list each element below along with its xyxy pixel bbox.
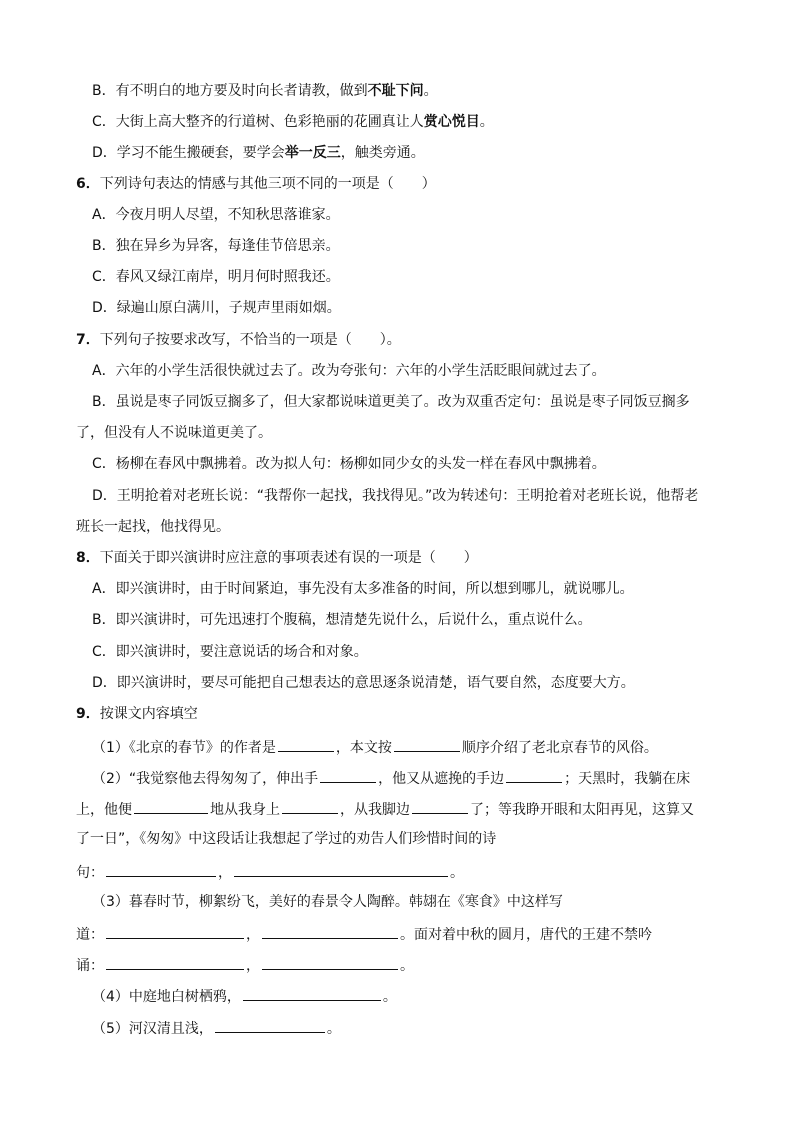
q9-sub2-blank-poem-2[interactable] [234,861,448,877]
q9-sub2-text-i: 句： [76,865,104,881]
q5-option-d-end: ，触类旁通。 [340,145,425,161]
q7-number: 7． [76,332,100,348]
q9-sub5-text-a: （5）河汉清且浅， [92,1021,213,1037]
q9-sub3-blank-2[interactable] [262,923,398,939]
q9-sub3-line3 [76,954,414,974]
q9-sub2-text-a: （2）“我觉察他去得匆匆了，伸出手 [92,771,319,787]
q9-sub3-blank-4[interactable] [262,954,398,970]
q5-option-b-end: 。 [423,83,438,99]
q9-sub4 [92,985,397,1005]
q9-sub2-text-k: 。 [450,865,464,881]
q9-sub2-line1 [92,767,690,787]
q9-sub1-blank-order[interactable] [394,736,460,752]
q9-sub2-blank-poem-1[interactable] [106,861,216,877]
q7-stem [76,330,401,350]
q9-sub2-text-j: ， [218,865,232,881]
q9-sub3-text-b: 道： [76,927,104,943]
q9-stem [76,704,198,724]
q8-option-a: A．即兴演讲时，由于时间紧迫，事先没有太多准备的时间，所以想到哪儿，就说哪儿。 [92,581,634,597]
q7-option-d-line2: 班长一起找，他找得见。 [76,519,230,535]
q7-option-b-line2: 了，但没有人不说味道更美了。 [76,425,272,441]
q9-sub2-text-b: ，他又从遮挽的手边 [378,771,505,787]
q7-option-c: C．杨柳在春风中飘拂着。改为拟人句：杨柳如同少女的头发一样在春风中飘拂着。 [92,456,606,472]
q9-sub1-blank-author[interactable] [278,736,334,752]
q9-sub5-blank[interactable] [215,1017,325,1033]
q6-option-c: C．春风又绿江南岸，明月何时照我还。 [92,269,340,285]
q9-sub2-blank-4[interactable] [282,798,338,814]
q5-option-d-text: D．学习不能生搬硬套，要学会 [92,145,285,161]
q8-stem-text: 下面关于即兴演讲时应注意的事项表述有误的一项是（ ） [99,550,478,566]
q9-number: 9． [76,706,100,722]
q7-option-a: A．六年的小学生活很快就过去了。改为夸张句：六年的小学生活眨眼间就过去了。 [92,363,606,379]
q7-option-b-line1: B．虽说是枣子同饭豆搁多了，但大家都说味道更美了。改为双重否定句：虽说是枣子同饭豆搁多 [92,394,690,410]
q5-option-b-bold: 不耻下问 [367,83,424,99]
q9-stem-text: 按课文内容填空 [99,706,198,722]
q9-sub1-text-a: （1）《北京的春节》的作者是 [92,740,276,756]
q9-sub3-line2 [76,923,652,943]
q9-sub2-blank-3[interactable] [134,798,208,814]
q9-sub2-line2 [76,798,694,818]
q6-option-a: A．今夜月明人尽望，不知秋思落谁家。 [92,207,340,223]
q8-option-c: C．即兴演讲时，要注意说话的场合和对象。 [92,644,368,660]
q7-stem-text: 下列句子按要求改写，不恰当的一项是（ ）。 [99,332,401,348]
q5-option-c [92,112,494,132]
q9-sub2-line3: 了一日”，《匆匆》中这段话让我想起了学过的劝告人们珍惜时间的诗 [76,831,497,847]
q9-sub2-line4 [76,861,464,881]
q9-sub3-text-e: 诵： [76,958,104,974]
q9-sub1-text-b: ，本文按 [335,740,392,756]
q5-option-b-text: B．有不明白的地方要及时向长者请教，做到 [92,83,368,99]
q9-sub2-text-g: 了；等我睁开眼和太阳再见，这算又 [470,802,694,818]
q6-stem [76,174,436,194]
q9-sub5-text-b: 。 [326,1021,341,1037]
q9-sub3-text-g: 。 [400,958,414,974]
q8-number: 8． [76,550,100,566]
q9-sub3-text-d: 。面对着中秋的圆月，唐代的王建不禁吟 [400,927,652,943]
q5-option-c-bold: 赏心悦目 [423,114,480,130]
q9-sub2-text-c: ；天黑时，我躺在床 [564,771,691,787]
q9-sub2-blank-5[interactable] [412,798,468,814]
q6-option-d: D．绿遍山原白满川，子规声里雨如烟。 [92,300,341,316]
q9-sub1-text-c: 顺序介绍了老北京春节的风俗。 [461,740,658,756]
q5-option-c-end: 。 [479,114,494,130]
q9-sub5 [92,1017,341,1037]
q9-sub4-blank[interactable] [243,985,381,1001]
q9-sub3-text-c: ， [246,927,260,943]
q9-sub1 [92,736,658,756]
q9-sub3-blank-1[interactable] [106,923,244,939]
q8-option-d: D．即兴演讲时，要尽可能把自己想表达的意思逐条说清楚，语气要自然，态度要大方。 [92,675,635,691]
q6-stem-text: 下列诗句表达的情感与其他三项不同的一项是（ ） [99,176,436,192]
q7-option-d-line1: D．王明抢着对老班长说：“我帮你一起找，我找得见。”改为转述句：王明抢着对老班长说，他帮老 [92,488,699,504]
q9-sub4-text-b: 。 [382,989,397,1005]
q9-sub2-blank-1[interactable] [320,767,376,783]
q9-sub2-blank-2[interactable] [506,767,562,783]
q6-number: 6． [76,176,100,192]
q9-sub3-line1: （3）暮春时节，柳絮纷飞，美好的春景令人陶醉。韩翃在《寒食》中这样写 [92,894,563,910]
q5-option-d-bold: 举一反三 [284,145,341,161]
q5-option-b [92,81,438,101]
q8-stem [76,548,478,568]
q9-sub2-text-d: 上，他便 [76,802,132,818]
q5-option-c-text: C．大街上高大整齐的行道树、色彩艳丽的花圃真让人 [92,114,424,130]
q9-sub4-text-a: （4）中庭地白树栖鸦， [92,989,241,1005]
q9-sub2-text-e: 地从我身上 [210,802,280,818]
q8-option-b: B．即兴演讲时，可先迅速打个腹稿，想清楚先说什么，后说什么，重点说什么。 [92,612,592,628]
q6-option-b: B．独在异乡为异客，每逢佳节倍思亲。 [92,238,340,254]
q5-option-d [92,143,425,163]
q9-sub3-blank-3[interactable] [106,954,244,970]
q9-sub2-text-f: ，从我脚边 [340,802,410,818]
q9-sub3-text-f: ， [246,958,260,974]
